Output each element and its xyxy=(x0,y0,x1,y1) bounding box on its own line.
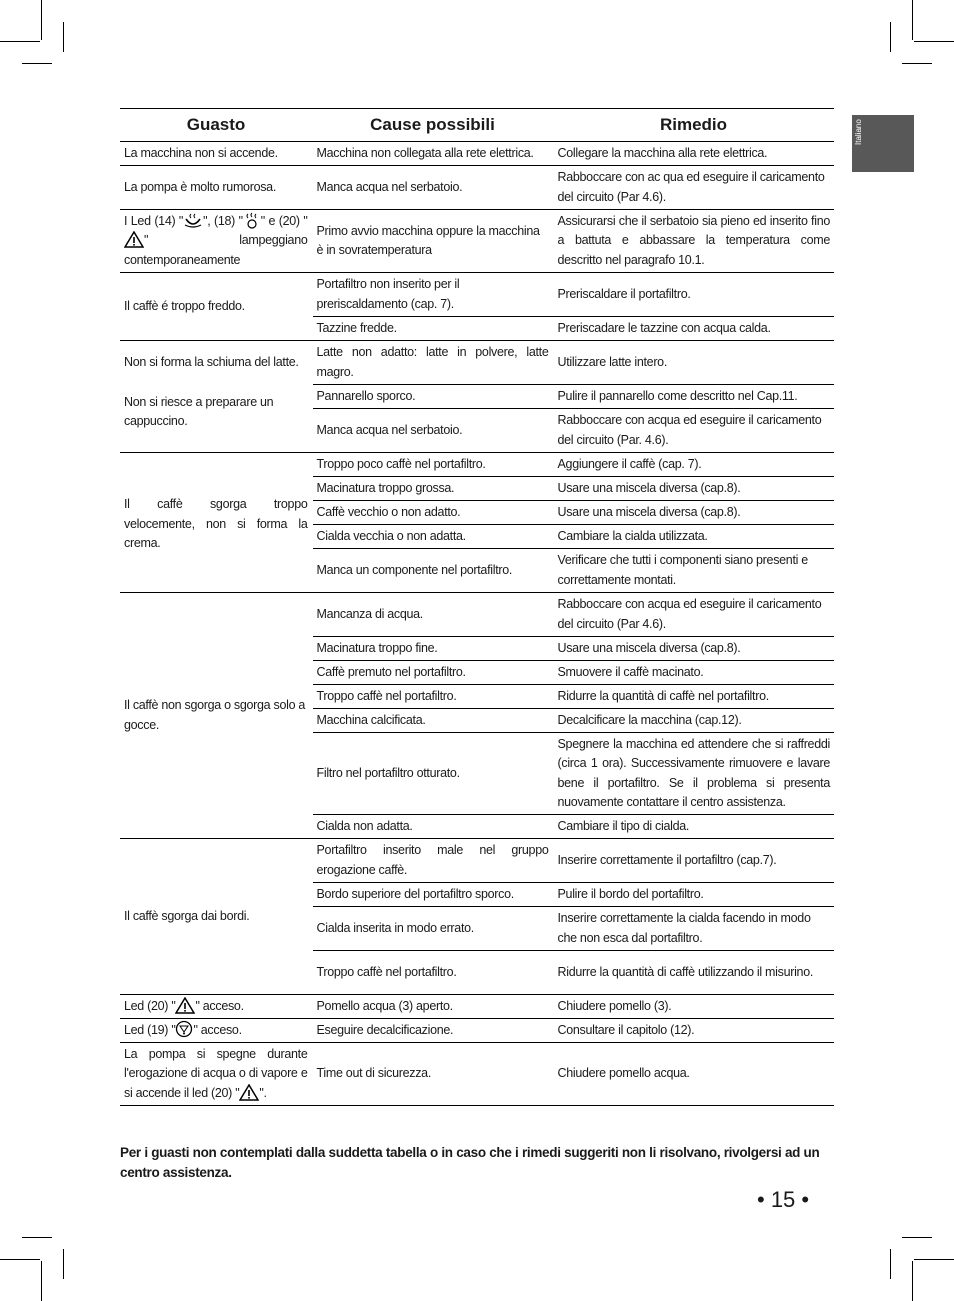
remedy-cell: Usare una miscela diversa (cap.8). xyxy=(553,501,834,525)
fault-cell xyxy=(120,995,312,1019)
remedy-cell: Cambiare la cialda utilizzata. xyxy=(553,525,834,549)
table-header-row xyxy=(120,109,834,142)
table-row xyxy=(120,453,834,477)
troubleshooting-table xyxy=(120,108,834,1106)
fault-text: Non si riesce a preparare un cappuccino. xyxy=(124,394,274,428)
coffee-cup-icon xyxy=(183,213,203,229)
header-fault: Guasto xyxy=(120,109,312,142)
remedy-cell: Collegare la macchina alla rete elettrica. xyxy=(553,142,834,166)
header-remedy: Rimedio xyxy=(553,109,834,142)
remedy-cell: Rabboccare con acqua ed eseguire il caricamento del circuito (Par. 4.6). xyxy=(553,409,834,453)
fault-cell: Il caffè sgorga dai bordi. xyxy=(120,839,312,995)
fault-text: " lampeggiano contemporaneamente xyxy=(124,233,308,267)
table-row xyxy=(120,1019,834,1043)
remedy-cell: Preriscaldare il portafiltro. xyxy=(553,273,834,317)
cause-cell: Portafiltro inserito male nel gruppo erogazione caffè. xyxy=(312,839,553,883)
remedy-cell: Aggiungere il caffè (cap. 7). xyxy=(553,453,834,477)
cause-cell: Caffè vecchio o non adatto. xyxy=(312,501,553,525)
remedy-cell: Decalcificare la macchina (cap.12). xyxy=(553,709,834,733)
table-row xyxy=(120,1043,834,1106)
cause-cell: Portafiltro non inserito per il preriscaldamento (cap. 7). xyxy=(312,273,553,317)
page-number: • 15 • xyxy=(757,1187,810,1212)
table-row xyxy=(120,210,834,273)
cause-cell: Caffè premuto nel portafiltro. xyxy=(312,661,553,685)
fault-cell: La pompa è molto rumorosa. xyxy=(120,166,312,210)
fault-cell: La macchina non si accende. xyxy=(120,142,312,166)
cause-cell: Manca acqua nel serbatoio. xyxy=(312,409,553,453)
remedy-cell: Pulire il bordo del portafiltro. xyxy=(553,883,834,907)
table-row xyxy=(120,593,834,637)
cause-cell: Cialda inserita in modo errato. xyxy=(312,907,553,951)
warning-icon xyxy=(239,1084,259,1101)
cause-cell: Primo avvio macchina oppure la macchina è in sovratemperatura xyxy=(312,210,553,273)
remedy-cell: Ridurre la quantità di caffè utilizzando il misurino. xyxy=(553,951,834,995)
fault-text: I Led (14) " xyxy=(124,213,184,228)
fault-text: " e (20) " xyxy=(260,213,308,228)
remedy-cell: Usare una miscela diversa (cap.8). xyxy=(553,637,834,661)
cause-cell: Pannarello sporco. xyxy=(312,385,553,409)
cause-cell: Tazzine fredde. xyxy=(312,317,553,341)
fault-text: ". xyxy=(259,1085,267,1100)
fault-cell xyxy=(120,341,312,453)
table-row xyxy=(120,995,834,1019)
cause-cell: Troppo caffè nel portafiltro. xyxy=(312,951,553,995)
cause-cell: Cialda non adatta. xyxy=(312,815,553,839)
fault-cell xyxy=(120,210,312,273)
steam-icon xyxy=(243,212,261,229)
remedy-cell: Rabboccare con ac qua ed eseguire il caricamento del circuito (Par 4.6). xyxy=(553,166,834,210)
cause-cell: Filtro nel portafiltro otturato. xyxy=(312,733,553,815)
cause-cell: Pomello acqua (3) aperto. xyxy=(312,995,553,1019)
remedy-cell: Chiudere pomello acqua. xyxy=(553,1043,834,1106)
remedy-cell: Spegnere la macchina ed attendere che si raffreddi (circa 1 ora). Successivamente rimuovere e lavare bene il portafiltro. Se il problema si presenta nuovamente contattare il centro assistenza. xyxy=(553,733,834,815)
fault-text: Led (20) " xyxy=(124,998,176,1013)
remedy-cell: Chiudere pomello (3). xyxy=(553,995,834,1019)
cause-cell: Macinatura troppo fine. xyxy=(312,637,553,661)
descaling-icon xyxy=(175,1020,193,1038)
cause-cell: Macchina non collegata alla rete elettrica. xyxy=(312,142,553,166)
language-tab-label: Italiano xyxy=(854,119,863,145)
language-tab xyxy=(852,115,914,172)
table-row xyxy=(120,839,834,883)
warning-icon xyxy=(175,997,195,1014)
fault-text: " acceso. xyxy=(195,998,244,1013)
cause-cell: Cialda vecchia o non adatta. xyxy=(312,525,553,549)
cause-cell: Latte non adatto: latte in polvere, latte magro. xyxy=(312,341,553,385)
cause-cell: Time out di sicurezza. xyxy=(312,1043,553,1106)
fault-text: " acceso. xyxy=(193,1023,242,1038)
fault-cell xyxy=(120,1043,312,1106)
assistance-note: Per i guasti non contemplati dalla suddetta tabella o in caso che i rimedi suggeriti non li risolvano, rivolgersi ad un centro assistenza. xyxy=(120,1145,820,1180)
table-row xyxy=(120,142,834,166)
remedy-cell: Usare una miscela diversa (cap.8). xyxy=(553,477,834,501)
remedy-cell: Rabboccare con acqua ed eseguire il caricamento del circuito (Par 4.6). xyxy=(553,593,834,637)
cause-cell: Manca acqua nel serbatoio. xyxy=(312,166,553,210)
remedy-cell: Cambiare il tipo di cialda. xyxy=(553,815,834,839)
fault-cell: Il caffè non sgorga o sgorga solo a gocce. xyxy=(120,593,312,839)
fault-text: Led (19) " xyxy=(124,1023,176,1038)
fault-cell xyxy=(120,1019,312,1043)
remedy-cell: Assicurarsi che il serbatoio sia pieno ed inserito fino a battuta e abbassare la temperatura come descritto nel paragrafo 10.1. xyxy=(553,210,834,273)
fault-cell: Il caffè é troppo freddo. xyxy=(120,273,312,341)
cause-cell: Bordo superiore del portafiltro sporco. xyxy=(312,883,553,907)
cause-cell: Eseguire decalcificazione. xyxy=(312,1019,553,1043)
table-row xyxy=(120,166,834,210)
remedy-cell: Utilizzare latte intero. xyxy=(553,341,834,385)
remedy-cell: Ridurre la quantità di caffè nel portafiltro. xyxy=(553,685,834,709)
remedy-cell: Preriscadare le tazzine con acqua calda. xyxy=(553,317,834,341)
cause-cell: Macchina calcificata. xyxy=(312,709,553,733)
cause-cell: Troppo poco caffè nel portafiltro. xyxy=(312,453,553,477)
remedy-cell: Pulire il pannarello come descritto nel Cap.11. xyxy=(553,385,834,409)
remedy-cell: Smuovere il caffè macinato. xyxy=(553,661,834,685)
remedy-cell: Consultare il capitolo (12). xyxy=(553,1019,834,1043)
remedy-cell: Inserire correttamente il portafiltro (cap.7). xyxy=(553,839,834,883)
remedy-cell: Verificare che tutti i componenti siano presenti e correttamente montati. xyxy=(553,549,834,593)
header-causes: Cause possibili xyxy=(312,109,553,142)
cause-cell: Troppo caffè nel portafiltro. xyxy=(312,685,553,709)
fault-text: ", (18) " xyxy=(203,213,243,228)
fault-cell: Il caffè sgorga troppo velocemente, non si forma la crema. xyxy=(120,453,312,593)
cause-cell: Manca un componente nel portafiltro. xyxy=(312,549,553,593)
fault-text: La pompa si spegne durante l'erogazione di acqua o di vapore e si accende il led (20) " xyxy=(124,1046,308,1100)
cause-cell: Mancanza di acqua. xyxy=(312,593,553,637)
fault-text: Non si forma la schiuma del latte. xyxy=(124,355,299,369)
remedy-cell: Inserire correttamente la cialda facendo in modo che non esca dal portafiltro. xyxy=(553,907,834,951)
warning-icon xyxy=(124,231,144,248)
cause-cell: Macinatura troppo grossa. xyxy=(312,477,553,501)
table-row xyxy=(120,273,834,317)
table-row xyxy=(120,341,834,385)
